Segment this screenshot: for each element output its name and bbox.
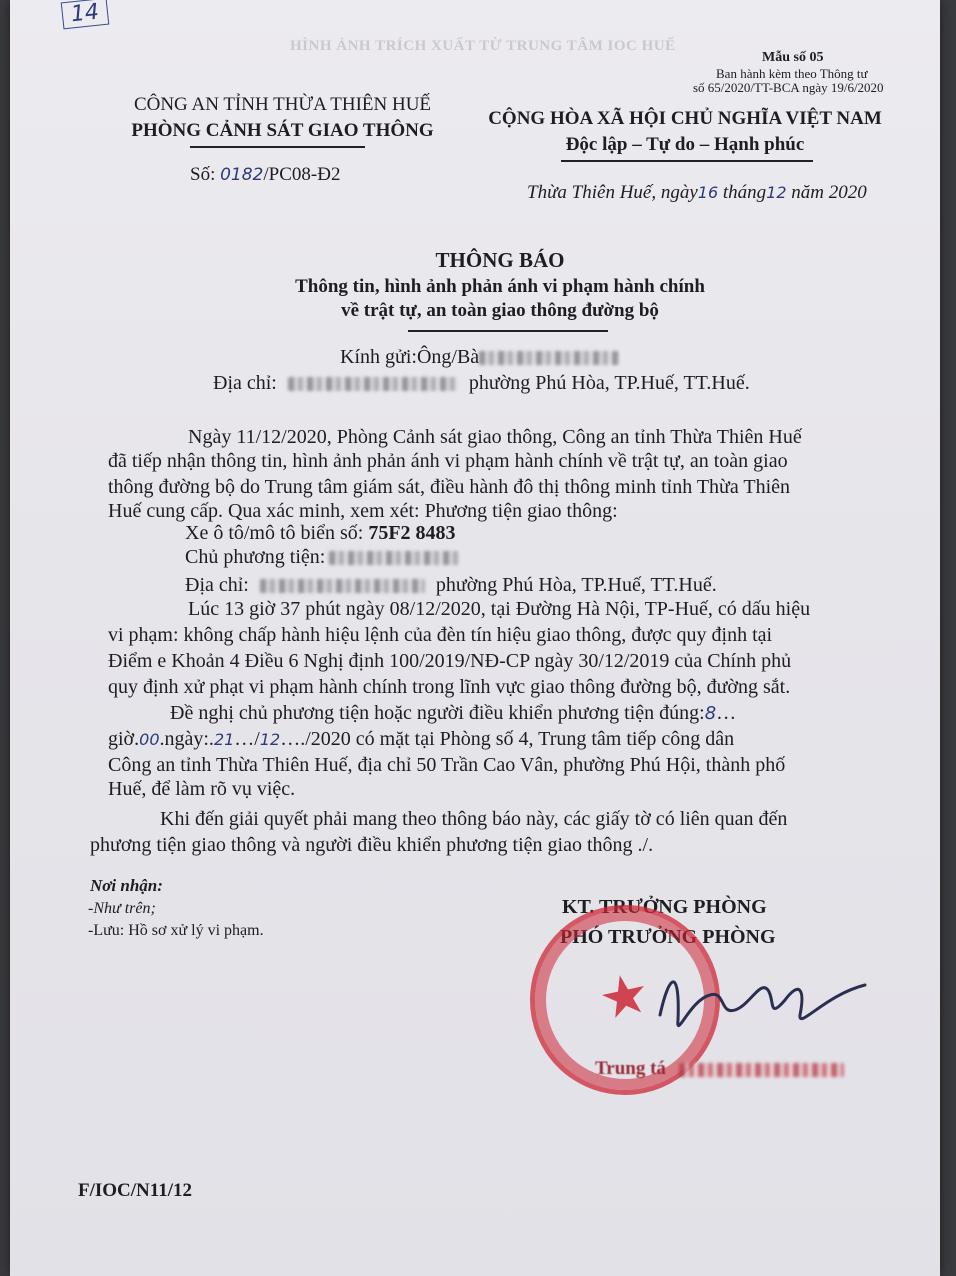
owner-label: Chủ phương tiện: [185,546,326,568]
appointment-month: 12 [259,730,281,749]
plate-line [185,520,456,546]
appointment-minute: 00 [139,730,160,749]
footer-code: F/IOC/N11/12 [78,1180,193,1201]
body-line: thông đường bộ do Trung tâm giám sát, điều hành đô thị thông minh tỉnh Thừa Thiên [108,476,791,498]
appointment-place: …./2020 có mặt tại Phòng số 4, Trung tâm tiếp công dân [280,728,735,750]
body-line: Lúc 13 giờ 37 phút ngày 08/12/2020, tại Đường Hà Nội, TP-Huế, có dấu hiệu [188,598,811,620]
document-page [10,0,940,1276]
appointment-hour-label: giờ. [108,728,140,750]
title-underline [408,330,608,332]
issue-date [527,182,867,204]
notice-title: THÔNG BÁO [435,248,565,272]
doc-number-handwritten: 0182 [220,165,264,185]
body-line: phương tiện giao thông và người điều khiển phương tiện giao thông ./. [90,834,654,856]
address-tail: phường Phú Hòa, TP.Huế, TT.Huế. [468,372,750,394]
body-line: đã tiếp nhận thông tin, hình ảnh phản ánh vi phạm hành chính về trật tự, an toàn giao [108,450,788,472]
body-line: Ngày 11/12/2020, Phòng Cảnh sát giao thông, Công an tỉnh Thừa Thiên Huế [188,426,802,448]
redacted-owner [329,551,459,565]
body-line: Khi đến giải quyết phải mang theo thông báo này, các giấy tờ có liên quan đến [160,808,788,830]
appointment-hour: 8 [704,703,717,724]
body-line: Điểm e Khoản 4 Điều 6 Nghị định 100/2019/NĐ-CP ngày 30/12/2019 của Chính phủ [108,650,792,672]
owner-address-tail: phường Phú Hòa, TP.Huế, TT.Huế. [435,574,717,596]
notice-subtitle-1: Thông tin, hình ảnh phản ánh vi phạm hành chính [295,276,705,297]
appointment-line-2 [108,726,734,753]
appointment-dots: … [716,702,737,724]
agency-name: CÔNG AN TỈNH THỪA THIÊN HUẾ [133,94,432,115]
body-line: Công an tỉnh Thừa Thiên Huế, địa chỉ 50 Trần Cao Vân, phường Phú Hội, thành phố [108,754,786,776]
body-line: Huế cung cấp. Qua xác minh, xem xét: Phương tiện giao thông: [108,500,618,522]
appointment-day-label: .ngày:. [159,728,214,750]
owner-address-label: Địa chỉ: [185,574,249,596]
signer-rank: Trung tá [595,1058,666,1079]
form-issued-with: Ban hành kèm theo Thông tư [716,66,868,81]
signature-title-2: PHÓ TRƯỞNG PHÒNG [560,926,776,948]
body-line: Huế, để làm rõ vụ việc. [108,778,296,800]
handwritten-signature [650,960,870,1050]
form-circular: số 65/2020/TT-BCA ngày 19/6/2020 [693,80,884,95]
date-month-label: tháng [722,182,767,203]
appointment-line-1 [170,700,736,727]
recipient-address [213,370,750,396]
corner-mark: 14 [61,0,110,29]
date-place: Thừa Thiên Huế, ngày [527,182,698,203]
signature-title-1: KT. TRƯỞNG PHÒNG [562,896,767,918]
agency-department: PHÒNG CẢNH SÁT GIAO THÔNG [131,120,434,141]
signer-line [595,1058,844,1080]
notice-subtitle-2: về trật tự, an toàn giao thông đường bộ [341,300,659,321]
doc-number [190,164,340,186]
recipient-item: -Như trên; [88,900,156,917]
date-day: 16 [697,183,719,202]
date-month: 12 [766,183,787,202]
owner-address-line [185,572,717,598]
appointment-day: 21 [213,730,235,749]
redacted-owner-address [260,579,425,593]
agency-underline [190,146,365,148]
body-line: vi phạm: không chấp hành hiệu lệnh của đèn tín hiệu giao thông, được quy định tại [108,624,773,646]
motto-underline [561,160,813,162]
redacted-signer [679,1063,844,1077]
body-line: quy định xử phạt vi phạm hành chính trong lĩnh vực giao thông đường bộ, đường sắt. [108,676,791,698]
salutation-text: Kính gửi:Ông/Bà [340,346,480,368]
salutation [340,344,619,370]
owner-line [185,544,459,570]
recipient-item: -Lưu: Hồ sơ xử lý vi phạm. [88,922,264,939]
star-icon: ★ [593,959,656,1034]
appointment-sep: …/ [234,728,260,750]
plate-label: Xe ô tô/mô tô biển số: [185,522,364,544]
nation-motto: Độc lập – Tự do – Hạnh phúc [565,134,805,155]
form-number: Mẫu số 05 [762,50,824,65]
appointment-text: Đề nghị chủ phương tiện hoặc người điều khiển phương tiện đúng: [170,702,705,724]
doc-number-suffix: /PC08-Đ2 [263,164,341,185]
redacted-name [479,351,619,365]
recipients-title: Nơi nhận: [90,876,163,895]
redacted-address [288,377,458,391]
faded-header: HÌNH ẢNH TRÍCH XUẤT TỪ TRUNG TÂM IOC HUẾ [290,38,676,54]
nation-name: CỘNG HÒA XÃ HỘI CHỦ NGHĨA VIỆT NAM [488,108,882,129]
doc-number-prefix: Số: [190,164,216,185]
address-label: Địa chỉ: [213,372,277,394]
plate-number: 75F2 8483 [368,522,456,544]
date-year: năm 2020 [791,182,867,203]
